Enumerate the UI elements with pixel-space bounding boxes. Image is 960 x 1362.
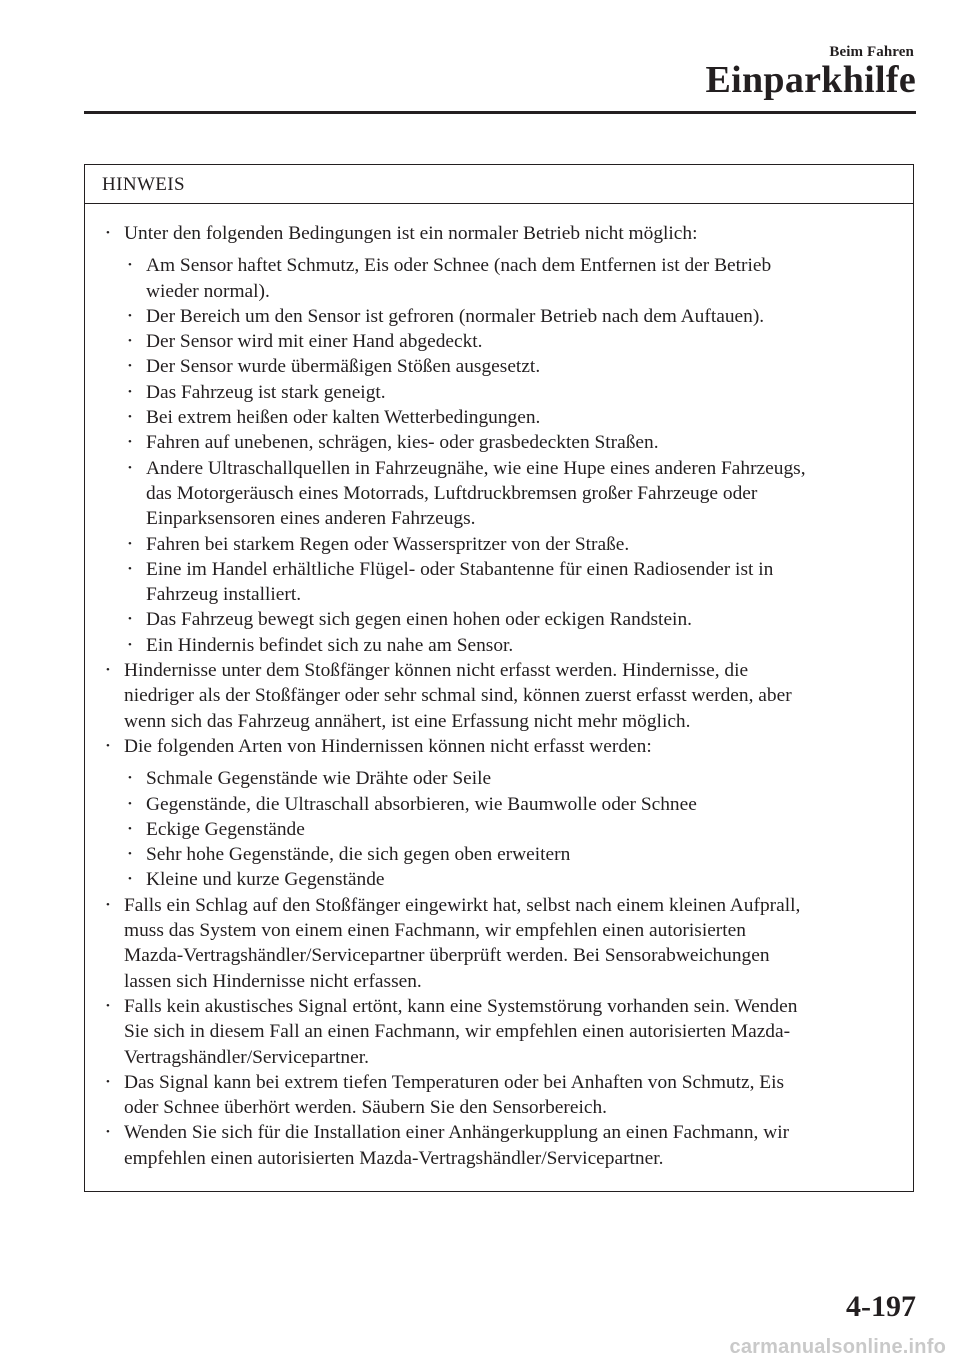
note-subitem: [124, 766, 911, 791]
note-subitem: [124, 304, 911, 329]
note-item: [103, 1070, 911, 1121]
note-item-line: muss das System von einem einen Fachmann, wir empfehlen einen autorisierten: [124, 920, 746, 942]
page-number: 4-197: [846, 1290, 916, 1323]
note-subitem: [124, 867, 911, 892]
section-label: Beim Fahren: [829, 44, 914, 60]
note-subitem-line: Einparksensoren eines anderen Fahrzeugs.: [146, 508, 476, 530]
note-subitem: [124, 329, 911, 354]
note-subitem-line: • Andere Ultraschallquellen in Fahrzeugnähe, wie eine Hupe eines anderen Fahrzeugs,: [146, 457, 806, 479]
note-item-line: niedriger als der Stoßfänger oder sehr schmal sind, können zuerst erfasst werden, aber: [124, 685, 792, 707]
note-subitem: [124, 633, 911, 658]
note-item-line: Sie sich in diesem Fall an einen Fachmann, wir empfehlen einen autorisierten Mazda-: [124, 1021, 791, 1043]
note-subitem-line: • Am Sensor haftet Schmutz, Eis oder Schnee (nach dem Entfernen ist der Betrieb: [146, 255, 772, 277]
note-subitem-line: • Fahren bei starkem Regen oder Wasserspritzer von der Straße.: [146, 533, 630, 555]
note-subitem-line: • Kleine und kurze Gegenstände: [146, 869, 385, 891]
note-subitem-line: • Schmale Gegenstände wie Drähte oder Seile: [146, 768, 492, 790]
note-subitem-line: • Eine im Handel erhältliche Flügel- oder Stabantenne für einen Radiosender ist in: [146, 558, 774, 580]
note-item-line: • Falls kein akustisches Signal ertönt, kann eine Systemstörung vorhanden sein. Wenden: [124, 995, 798, 1017]
note-body: [103, 221, 911, 1171]
note-subitem-line: • Fahren auf unebenen, schrägen, kies- oder grasbedeckten Straßen.: [146, 432, 659, 454]
note-subitem-line: • Der Sensor wurde übermäßigen Stößen ausgesetzt.: [146, 356, 541, 378]
note-item-line: • Wenden Sie sich für die Installation einer Anhängerkupplung an einen Fachmann, wir: [124, 1122, 790, 1144]
note-subitem-line: • Der Sensor wird mit einer Hand abgedeckt.: [146, 331, 483, 353]
note-item: [103, 734, 911, 893]
note-subitem: [124, 792, 911, 817]
note-subitem-line: • Sehr hohe Gegenstände, die sich gegen oben erweitern: [146, 844, 571, 866]
note-subitem-line: das Motorgeräusch eines Motorrads, Luftdruckbremsen großer Fahrzeuge oder: [146, 482, 758, 504]
note-item: [103, 1120, 911, 1171]
note-subitem: [124, 380, 911, 405]
note-subitem: [124, 607, 911, 632]
note-sublist: [124, 766, 911, 892]
note-title: HINWEIS: [102, 174, 186, 195]
note-subitem: [124, 430, 911, 455]
note-item: [103, 893, 911, 994]
note-subitem-line: • Der Bereich um den Sensor ist gefroren (normaler Betrieb nach dem Auftauen).: [146, 305, 765, 327]
note-item-line: • Hindernisse unter dem Stoßfänger können nicht erfasst werden. Hindernisse, die: [124, 660, 749, 682]
page-title: Einparkhilfe: [705, 59, 916, 101]
note-item: [103, 221, 911, 658]
note-item-line: • Falls ein Schlag auf den Stoßfänger eingewirkt hat, selbst nach einem kleinen Aufprall,: [124, 894, 801, 916]
note-item-line: • Die folgenden Arten von Hindernissen können nicht erfasst werden:: [124, 735, 652, 757]
watermark: carmanualsonline.info: [729, 1336, 946, 1358]
note-subitem-line: wieder normal).: [146, 280, 270, 302]
note-divider: [85, 203, 913, 204]
note-subitem-line: • Das Fahrzeug ist stark geneigt.: [146, 381, 386, 403]
note-box: [84, 164, 914, 1192]
note-subitem-line: • Eckige Gegenstände: [146, 818, 305, 840]
note-subitem: [124, 456, 911, 532]
note-subitem-line: • Ein Hindernis befindet sich zu nahe am Sensor.: [146, 634, 514, 656]
note-subitem-line: • Das Fahrzeug bewegt sich gegen einen hohen oder eckigen Randstein.: [146, 609, 692, 631]
note-sublist: [124, 253, 911, 658]
note-item: [103, 658, 911, 734]
note-item-line: empfehlen einen autorisierten Mazda-Vertragshändler/Servicepartner.: [124, 1147, 664, 1169]
note-subitem: [124, 532, 911, 557]
header-divider: [84, 111, 916, 114]
note-subitem: [124, 557, 911, 608]
note-subitem: [124, 842, 911, 867]
note-item-line: lassen sich Hindernisse nicht erfassen.: [124, 970, 422, 992]
note-subitem: [124, 253, 911, 304]
note-item-line: Vertragshändler/Servicepartner.: [124, 1046, 369, 1068]
note-subitem-line: • Gegenstände, die Ultraschall absorbieren, wie Baumwolle oder Schnee: [146, 793, 697, 815]
note-subitem-line: Fahrzeug installiert.: [146, 584, 302, 606]
note-subitem: [124, 354, 911, 379]
note-item-line: Mazda-Vertragshändler/Servicepartner überprüft werden. Bei Sensorabweichungen: [124, 945, 770, 967]
note-list: [103, 221, 911, 1171]
note-item-line: oder Schnee überhört werden. Säubern Sie den Sensorbereich.: [124, 1097, 607, 1119]
note-subitem: [124, 405, 911, 430]
note-subitem: [124, 817, 911, 842]
note-subitem-line: • Bei extrem heißen oder kalten Wetterbedingungen.: [146, 407, 541, 429]
note-item-line: wenn sich das Fahrzeug annähert, ist eine Erfassung nicht mehr möglich.: [124, 710, 691, 732]
note-item-line: • Das Signal kann bei extrem tiefen Temperaturen oder bei Anhaften von Schmutz, Eis: [124, 1071, 785, 1093]
note-item-line: • Unter den folgenden Bedingungen ist ein normaler Betrieb nicht möglich:: [124, 223, 698, 244]
note-item: [103, 994, 911, 1070]
